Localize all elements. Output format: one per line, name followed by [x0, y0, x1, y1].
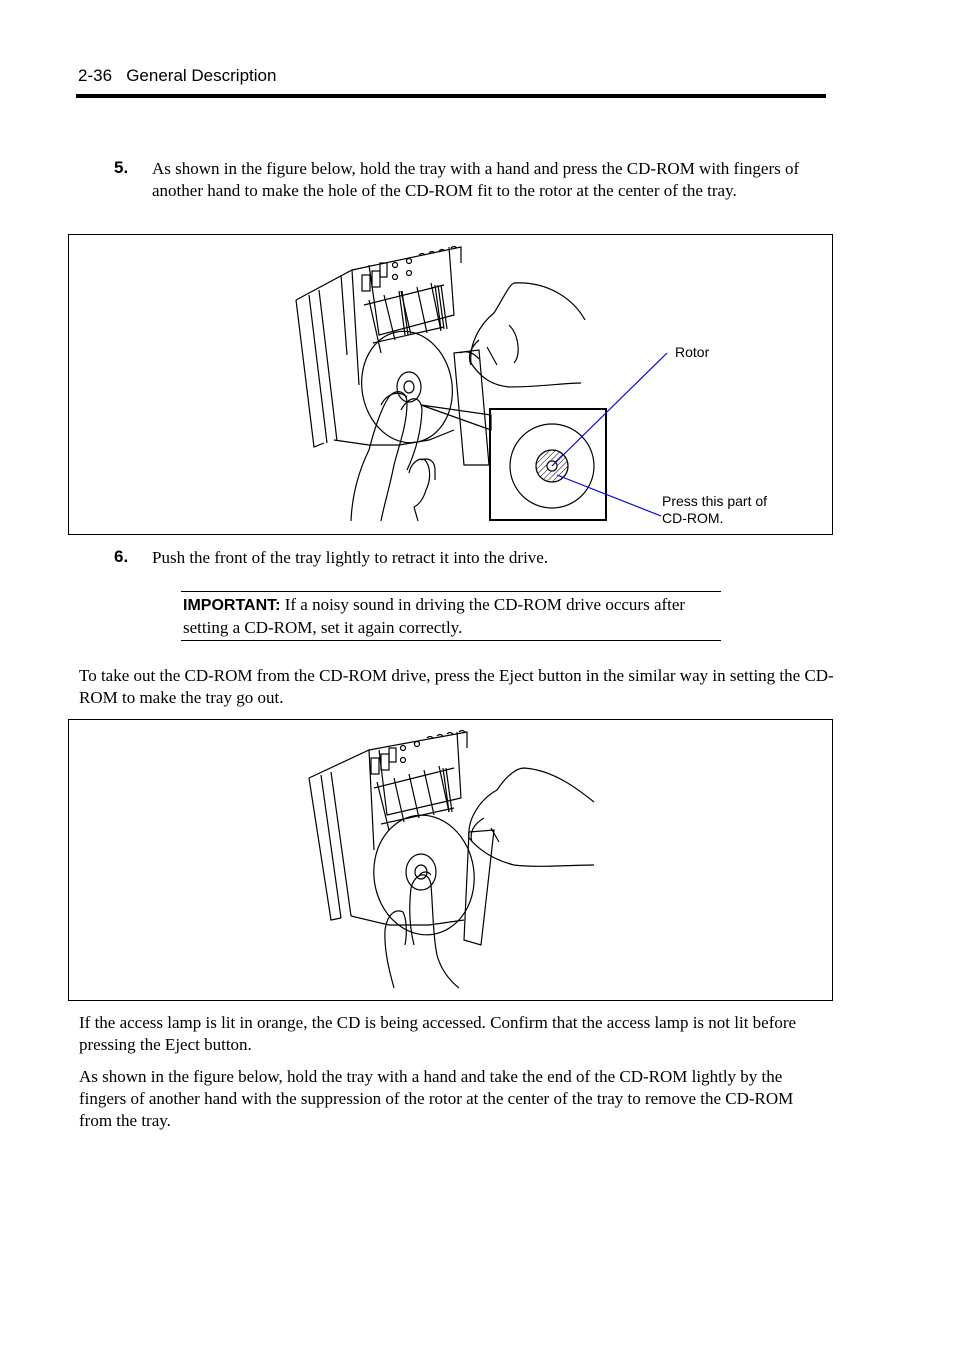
figure-insert-cdrom: [68, 234, 833, 535]
press-label-line1: Press this part of: [662, 493, 768, 509]
rotor-label: Rotor: [675, 344, 710, 360]
paragraph-access-lamp: If the access lamp is lit in orange, the CD is being accessed. Confirm that the access lamp is not lit before pressing the Eject button.: [79, 1013, 797, 1054]
press-callout-line: [557, 475, 661, 516]
step-5-number: 5.: [114, 158, 129, 177]
important-text: If a noisy sound in driving the CD-ROM drive occurs after setting a CD-ROM, set it again correctly.: [183, 595, 686, 637]
step-6-number: 6.: [114, 547, 129, 566]
paragraph-eject: To take out the CD-ROM from the CD-ROM drive, press the Eject button in the similar way in setting the CD-ROM to make the tray go out.: [79, 666, 834, 707]
paragraph-remove: As shown in the figure below, hold the tray with a hand and take the end of the CD-ROM lightly by the fingers of another hand with the suppression of the rotor at the center of the tray to remove the CD-ROM from the tray.: [79, 1067, 794, 1130]
step-5-text: As shown in the figure below, hold the tray with a hand and press the CD-ROM with fingers of another hand to make the hole of the CD-ROM fit to the rotor at the center of the tray.: [152, 159, 800, 200]
header-rule: [76, 94, 826, 98]
section-title: General Description: [126, 66, 277, 85]
page-header: [78, 66, 276, 86]
important-note: [181, 591, 721, 641]
insert-cdrom-illustration: [69, 235, 833, 535]
important-label: IMPORTANT:: [183, 597, 281, 614]
step-6-text: Push the front of the tray lightly to retract it into the drive.: [152, 548, 549, 567]
figure-remove-cdrom: [68, 719, 833, 1001]
remove-cdrom-illustration: [69, 720, 833, 1001]
page-number: 2-36: [78, 66, 113, 85]
press-label-line2: CD-ROM.: [662, 510, 724, 526]
